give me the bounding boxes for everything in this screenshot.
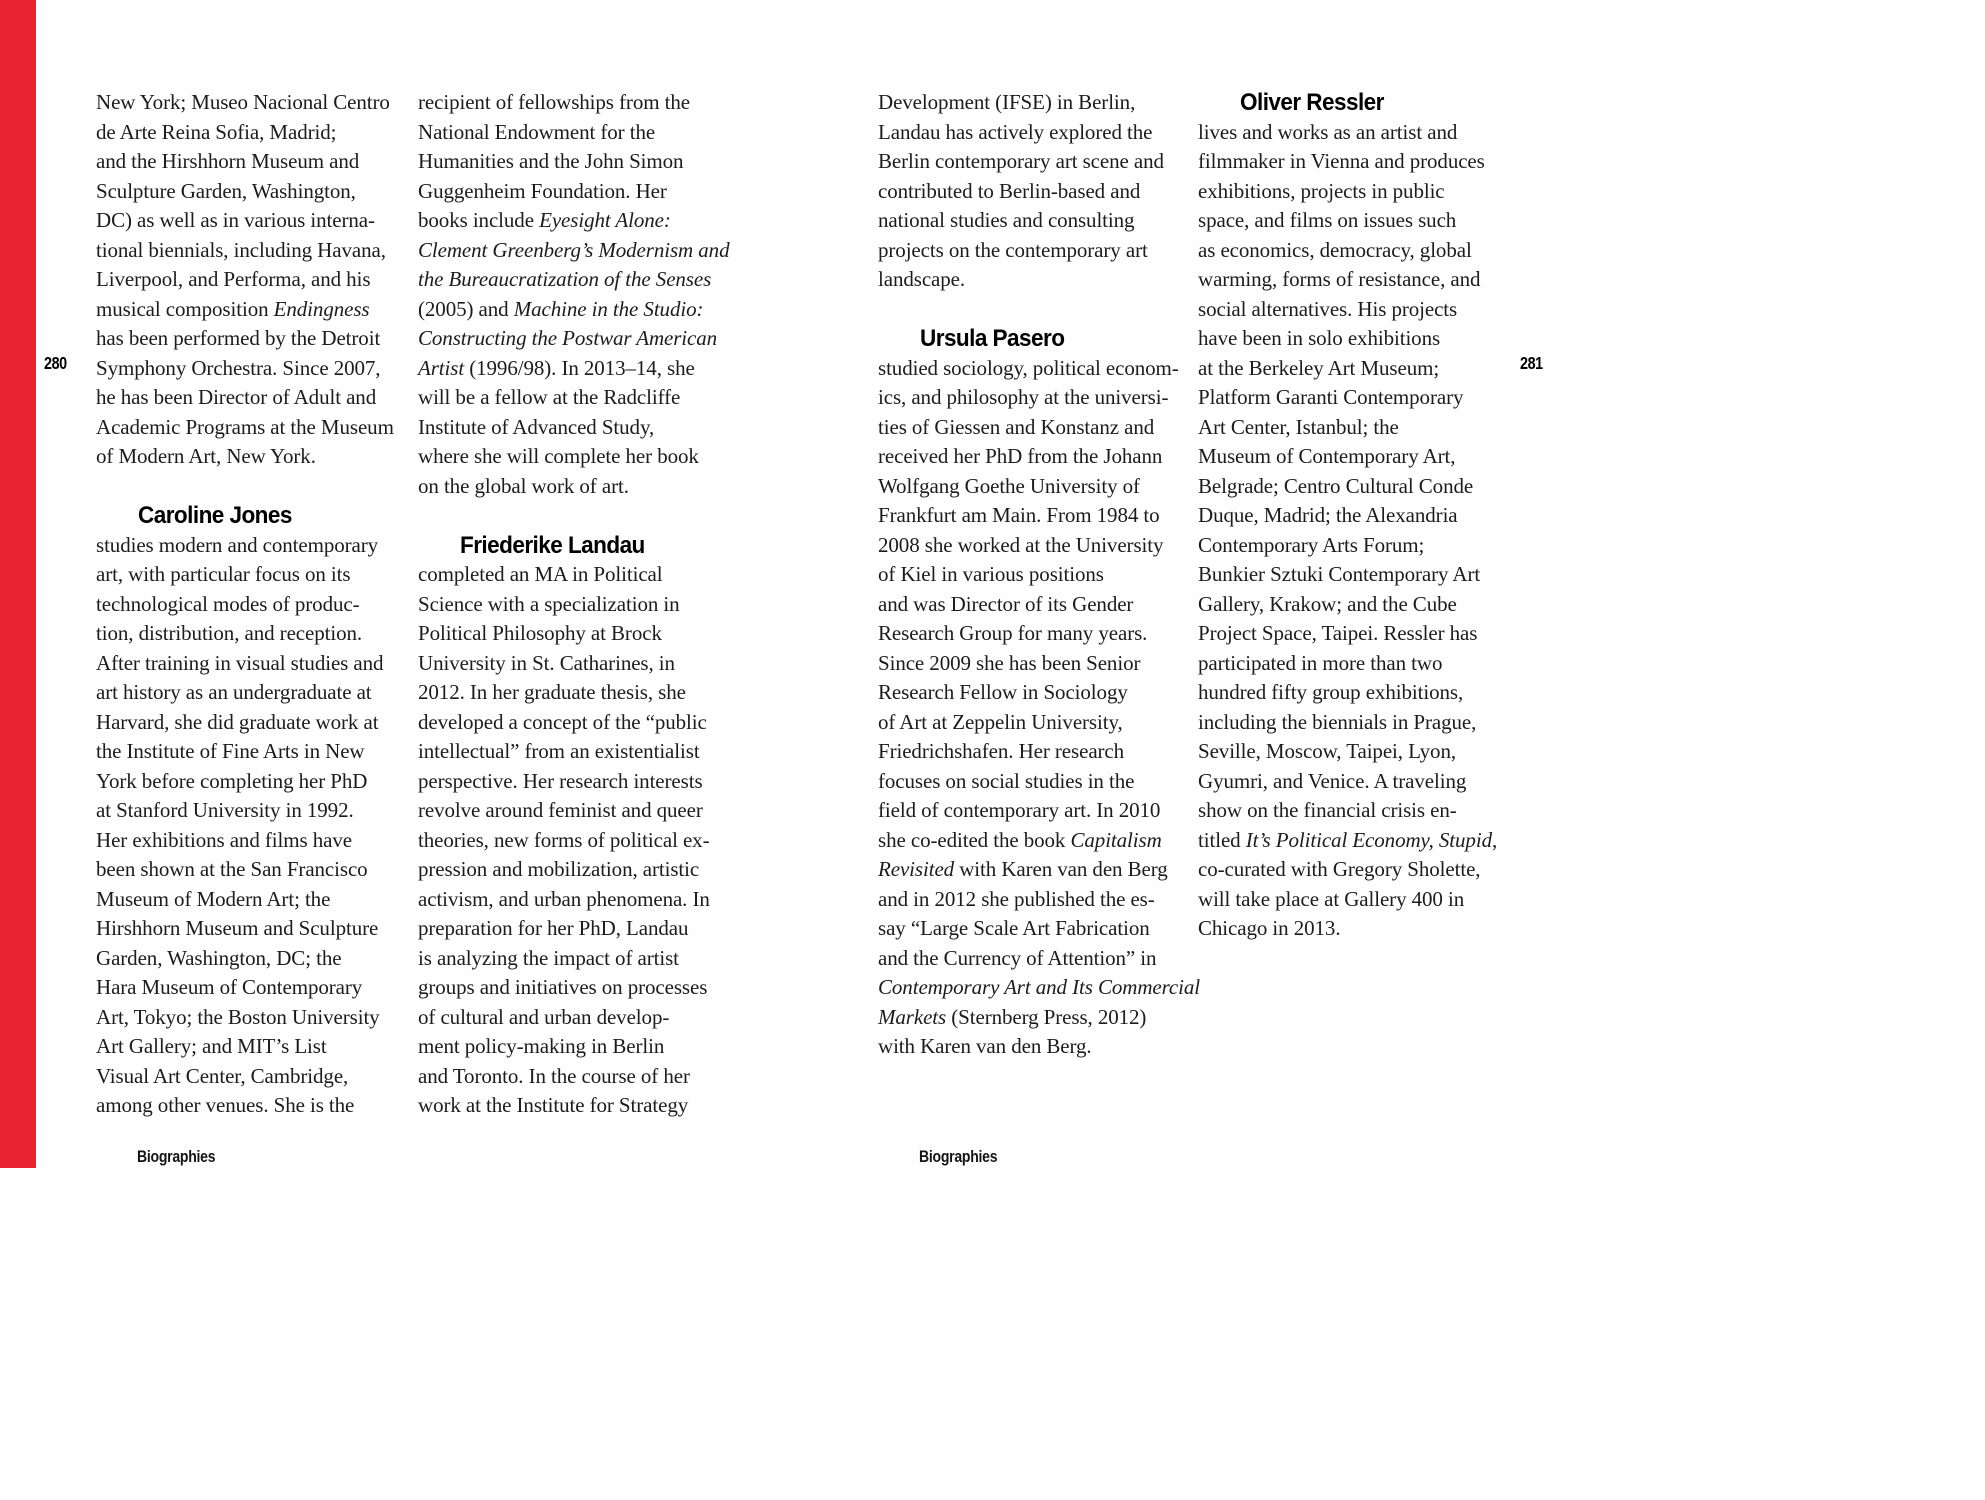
text-line: warming, forms of resistance, and [1198,267,1481,291]
text-line: preparation for her PhD, Landau [418,916,689,940]
text-line: and the Currency of Attention” in [878,945,1157,970]
text-line: she co-edited the book Capitalism [878,827,1162,852]
text-line: and Toronto. In the course of her [418,1063,690,1088]
text-line: have been in solo exhibitions [1198,326,1441,350]
text-line: among other venues. She is the [96,1093,355,1117]
text-line: participated in more than two [1198,650,1443,675]
text-line: perspective. Her research interests [418,768,703,793]
text-line: Bunkier Sztuki Contemporary Art [1198,562,1481,586]
text-line: is analyzing the impact of artist [418,945,679,970]
text-line: of Modern Art, New York. [96,444,316,468]
text-line: Belgrade; Centro Cultural Conde [1198,473,1474,498]
text-line: (2005) and Machine in the Studio: [418,296,704,321]
text-line: been shown at the San Francisco [96,857,368,881]
text-line: filmmaker in Vienna and produces [1198,149,1485,173]
blank-row [878,295,1190,325]
text-line: Political Philosophy at Brock [418,621,662,645]
text-line: Chicago in 2013. [1198,916,1341,940]
text-line: Liverpool, and Performa, and his [96,267,371,291]
text-line: Visual Art Center, Cambridge, [96,1063,349,1088]
text-line: recipient of fellowships from the [418,90,690,114]
red-accent-bar [0,0,36,1168]
text-line: he has been Director of Adult and [96,385,377,409]
text-line: Contemporary Arts Forum; [1198,532,1425,557]
text-line: Art Gallery; and MIT’s List [96,1034,327,1058]
blank-row [418,501,730,531]
text-column-3 [878,88,1200,1062]
text-line: of Kiel in various positions [878,562,1104,586]
text-line: Academic Programs at the Museum [96,414,394,439]
text-line: ties of Giessen and Konstanz and [878,414,1155,439]
text-line: 2012. In her graduate thesis, she [418,680,686,704]
text-line: Gyumri, and Venice. A traveling [1198,768,1467,793]
text-line: Friedrichshafen. Her research [878,739,1125,763]
text-line: titled It’s Political Economy, Stupid, [1198,827,1498,852]
text-line: Landau has actively explored the [878,119,1153,144]
text-column-2 [418,88,730,1121]
text-line: studies modern and contemporary [96,532,379,557]
text-line: contributed to Berlin-based and [878,178,1141,203]
text-line: Symphony Orchestra. Since 2007, [96,355,381,380]
text-line: will take place at Gallery 400 in [1198,886,1465,911]
text-line: show on the financial crisis en- [1198,798,1457,822]
text-line: field of contemporary art. In 2010 [878,798,1161,822]
text-line: Artist (1996/98). In 2013–14, she [418,355,695,380]
text-line: on the global work of art. [418,473,629,498]
text-line: Guggenheim Foundation. Her [418,178,667,203]
text-line: Seville, Moscow, Taipei, Lyon, [1198,739,1457,763]
bio-heading-text: Oliver Ressler [1240,89,1384,116]
text-line: New York; Museo Nacional Centro [96,90,390,114]
text-line: Science with a specialization in [418,591,680,616]
text-line: of cultural and urban develop- [418,1004,670,1029]
text-line: developed a concept of the “public [418,709,707,734]
page-number-left: 280 [44,353,67,373]
text-line: has been performed by the Detroit [96,326,381,350]
text-line: technological modes of produc- [96,591,360,616]
text-line: Art, Tokyo; the Boston University [96,1004,380,1029]
text-line: 2008 she worked at the University [878,532,1164,557]
text-line: Institute of Advanced Study, [418,414,655,439]
text-line: Research Group for many years. [878,621,1148,645]
bio-heading-text: Ursula Pasero [920,325,1065,352]
text-line: musical composition Endingness [96,296,370,321]
text-line: lives and works as an artist and [1198,119,1458,144]
text-line: Research Fellow in Sociology [878,680,1128,704]
text-line: York before completing her PhD [96,768,368,793]
text-line: Contemporary Art and Its Commercial [878,975,1200,999]
text-line: Berlin contemporary art scene and [878,149,1164,173]
text-line: books include Eyesight Alone: [418,208,671,232]
text-line: Duque, Madrid; the Alexandria [1198,503,1458,527]
text-line: at Stanford University in 1992. [96,798,354,822]
text-line: Sculpture Garden, Washington, [96,178,356,203]
text-line: Hara Museum of Contemporary [96,975,363,999]
text-line: Project Space, Taipei. Ressler has [1198,621,1478,645]
text-line: University in St. Catharines, in [418,650,675,675]
text-line: Markets (Sternberg Press, 2012) [878,1004,1147,1029]
text-line: National Endowment for the [418,119,656,144]
text-line: the Bureaucratization of the Senses [418,267,712,291]
text-line: Garden, Washington, DC; the [96,945,342,970]
text-line: art history as an undergraduate at [96,680,372,704]
text-line: of Art at Zeppelin University, [878,709,1123,734]
text-line: groups and initiatives on processes [418,975,708,999]
text-line: Revisited with Karen van den Berg [878,857,1168,881]
bio-heading [96,501,408,531]
text-line: received her PhD from the Johann [878,444,1163,468]
text-line: the Institute of Fine Arts in New [96,739,365,763]
page-number-right: 281 [1520,353,1543,373]
text-line: social alternatives. His projects [1198,296,1458,321]
text-line: tion, distribution, and reception. [96,621,363,645]
text-line: at the Berkeley Art Museum; [1198,355,1440,380]
text-line: Wolfgang Goethe University of [878,473,1140,498]
bio-heading [878,324,1190,354]
text-line: Constructing the Postwar American [418,326,718,350]
text-line: projects on the contemporary art [878,237,1148,262]
bio-heading [1198,88,1510,118]
text-line: art, with particular focus on its [96,562,351,586]
text-line: landscape. [878,267,966,291]
text-line: Since 2009 she has been Senior [878,650,1141,675]
text-line: completed an MA in Political [418,562,663,586]
text-line: work at the Institute for Strategy [418,1093,689,1117]
text-line: space, and films on issues such [1198,208,1457,232]
text-line: with Karen van den Berg. [878,1034,1092,1058]
text-line: Museum of Modern Art; the [96,886,331,911]
text-line: Hirshhorn Museum and Sculpture [96,916,379,940]
text-line: tional biennials, including Havana, [96,237,386,262]
text-line: and in 2012 she published the es- [878,886,1155,911]
text-line: pression and mobilization, artistic [418,857,700,881]
text-line: Her exhibitions and films have [96,827,352,852]
text-line: Gallery, Krakow; and the Cube [1198,591,1457,616]
text-line: exhibitions, projects in public [1198,178,1445,203]
text-column-4 [1198,88,1510,944]
text-line: activism, and urban phenomena. In [418,886,710,911]
text-line: as economics, democracy, global [1198,237,1472,262]
text-line: and the Hirshhorn Museum and [96,149,360,173]
footer-left-biographies: Biographies [137,1148,216,1166]
text-line: de Arte Reina Sofia, Madrid; [96,119,337,144]
bio-heading-text: Caroline Jones [138,502,292,529]
text-line: intellectual” from an existentialist [418,739,700,763]
text-line: say “Large Scale Art Fabrication [878,916,1150,940]
text-line: studied sociology, political econom- [878,355,1179,380]
text-line: hundred fifty group exhibitions, [1198,680,1464,704]
bio-heading-text: Friederike Landau [460,531,645,559]
text-line: including the biennials in Prague, [1198,709,1477,734]
text-line: Frankfurt am Main. From 1984 to [878,503,1160,527]
text-line: will be a fellow at the Radcliffe [418,385,681,409]
blank-row [96,472,408,502]
text-line: Platform Garanti Contemporary [1198,385,1464,409]
text-line: where she will complete her book [418,444,699,468]
text-line: and was Director of its Gender [878,591,1134,616]
text-line: focuses on social studies in the [878,768,1135,793]
text-line: national studies and consulting [878,208,1135,232]
text-line: Museum of Contemporary Art, [1198,444,1456,468]
text-line: revolve around feminist and queer [418,798,703,822]
text-column-1 [96,88,408,1121]
text-line: Clement Greenberg’s Modernism and [418,237,730,262]
text-line: ics, and philosophy at the universi- [878,385,1169,409]
text-line: co-curated with Gregory Sholette, [1198,857,1481,881]
text-line: After training in visual studies and [96,650,384,675]
footer-right-biographies: Biographies [919,1148,998,1166]
text-line: Art Center, Istanbul; the [1198,414,1399,439]
bio-heading [418,531,730,561]
text-line: theories, new forms of political ex- [418,827,710,852]
text-line: ment policy-making in Berlin [418,1034,665,1058]
text-line: Harvard, she did graduate work at [96,709,379,734]
text-line: Development (IFSE) in Berlin, [878,90,1136,114]
text-line: Humanities and the John Simon [418,149,684,173]
text-line: DC) as well as in various interna- [96,208,375,232]
